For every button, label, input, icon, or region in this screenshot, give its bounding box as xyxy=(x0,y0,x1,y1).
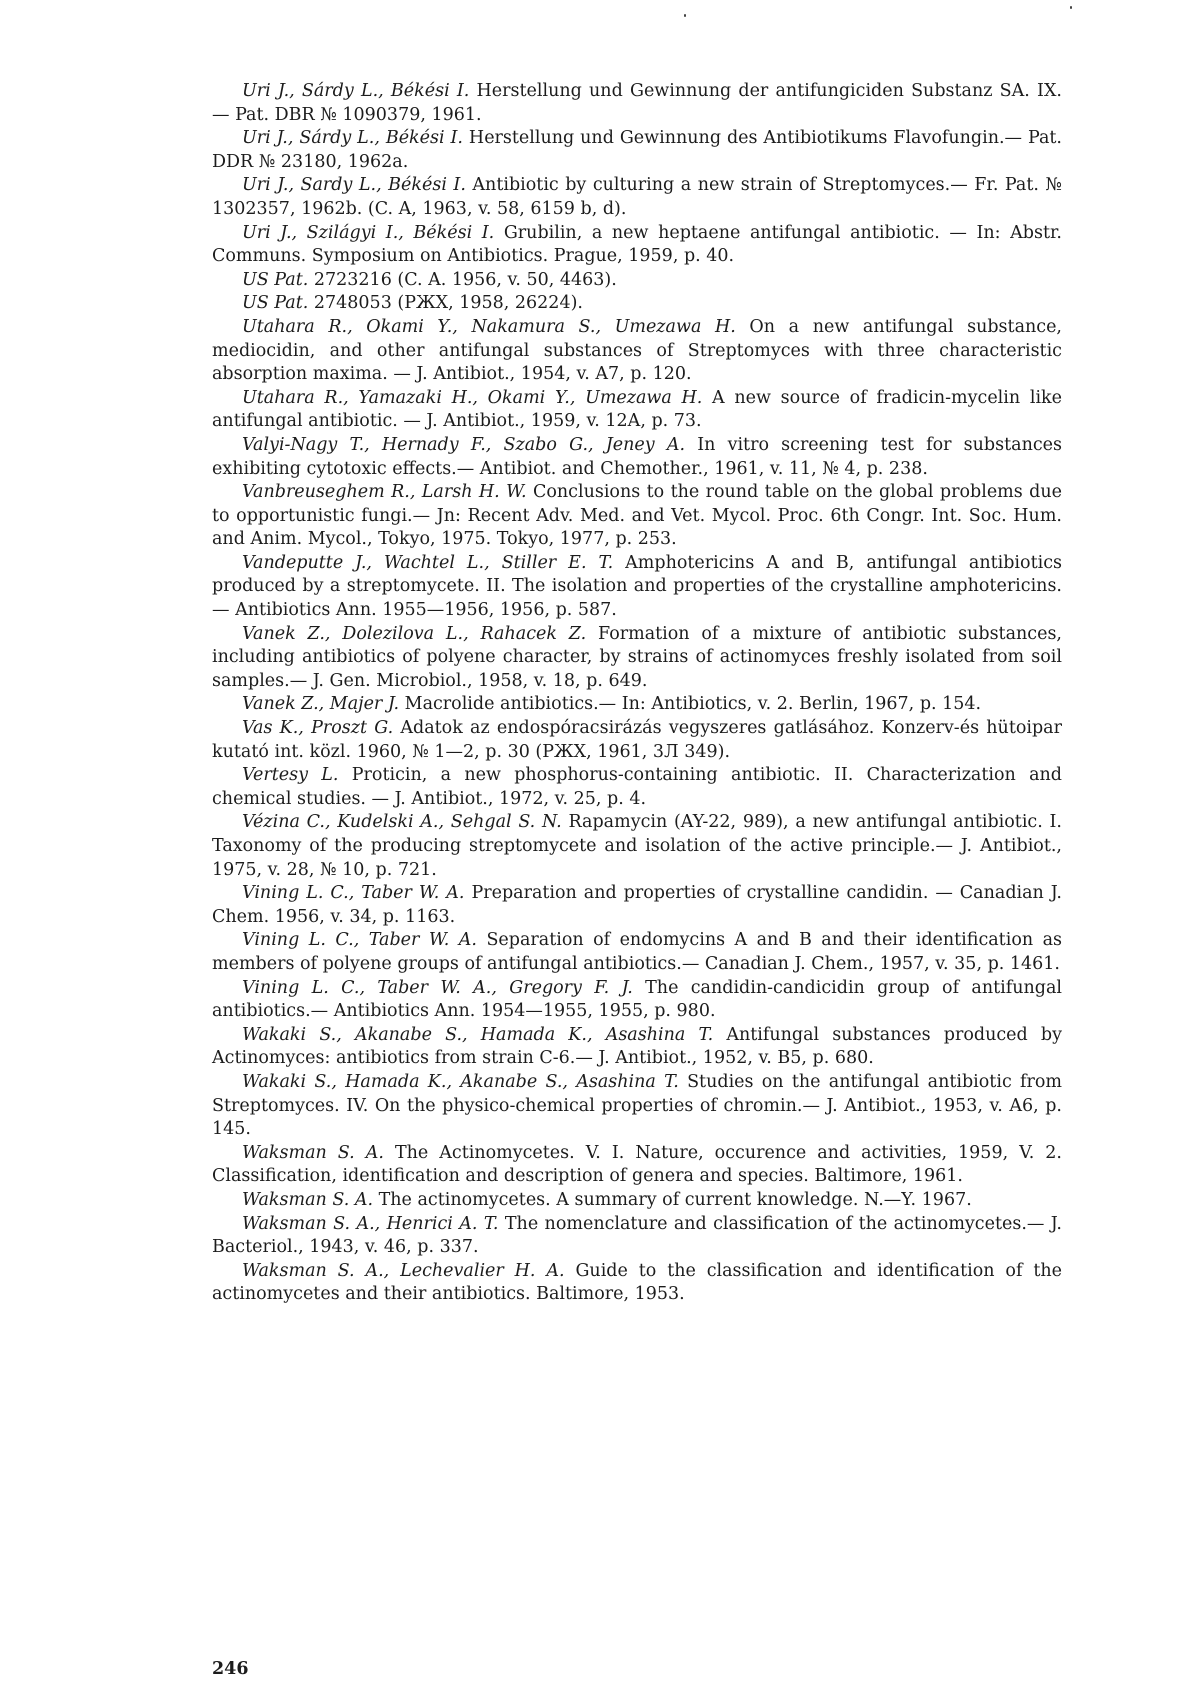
reference-entry xyxy=(212,387,1062,434)
reference-text: Preparation and properties of crystalline candidin. — Canadian J. Chem. 1956, v. 34, p. 1163. xyxy=(212,883,1062,927)
reference-entry xyxy=(212,316,1062,387)
reference-entry xyxy=(212,693,1062,717)
reference-entry xyxy=(212,1260,1062,1307)
reference-authors: Uri J., Szilágyi I., Békési I. xyxy=(242,222,495,243)
reference-entry xyxy=(212,1071,1062,1142)
reference-authors: Uri J., Sárdy L., Békési I. xyxy=(242,128,463,149)
reference-text: Macrolide antibiotics.— In: Antibiotics, v. 2. Berlin, 1967, p. 154. xyxy=(399,694,982,715)
reference-text: Herstellung und Gewinnung der antifungiciden Substanz SA. IX. — Pat. DBR № 1090379, 1961. xyxy=(212,81,1062,125)
reference-authors: US Pat. xyxy=(242,269,309,290)
reference-entry xyxy=(212,1142,1062,1189)
reference-text: The actinomycetes. A summary of current knowledge. N.—Y. 1967. xyxy=(373,1189,972,1210)
reference-text: Guide to the classification and identification of the actinomycetes and their antibiotics. Baltimore, 1953. xyxy=(212,1260,1062,1305)
reference-text: The nomenclature and classification of the actinomycetes.— J. Bacteriol., 1943, v. 46, p. 337. xyxy=(212,1213,1062,1258)
reference-entry xyxy=(212,292,1062,316)
reference-authors: Utahara R., Okami Y., Nakamura S., Umezawa H. xyxy=(242,316,736,337)
reference-authors: Utahara R., Yamazaki H., Okami Y., Umezawa H. xyxy=(242,387,703,408)
reference-text: On a new antifungal substance, mediocidin, and other antifungal substances of Streptomyces with three characteristic absorption maxima. — J. Antibiot., 1954, v. A7, p. 120. xyxy=(212,316,1062,385)
reference-entry xyxy=(212,717,1062,764)
reference-authors: Waksman S. A., Henrici A. T. xyxy=(242,1213,499,1234)
reference-text: Amphotericins A and B, antifungal antibiotics produced by a streptomycete. II. The isolation and properties of the crystalline amphotericins.— Antibiotics Ann. 1955—1956, 1956, p. 587. xyxy=(212,552,1062,621)
reference-text: Studies on the antifungal antibiotic from Streptomyces. IV. On the physico-chemical properties of chromin.— J. Antibiot., 1953, v. A6, p. 145. xyxy=(212,1071,1062,1140)
reference-entry xyxy=(212,481,1062,552)
reference-authors: Vanek Z., Majer J. xyxy=(242,694,400,715)
reference-authors: Vas K., Proszt G. xyxy=(242,718,394,739)
reference-authors: Waksman S. A., Lechevalier H. A. xyxy=(242,1260,565,1281)
reference-authors: Vertesy L. xyxy=(242,765,339,786)
reference-authors: Vanbreuseghem R., Larsh H. W. xyxy=(242,482,527,503)
reference-text: In vitro screening test for substances exhibiting cytotoxic effects.— Antibiot. and Chemother., 1961, v. 11, № 4, p. 238. xyxy=(212,434,1062,479)
reference-entry xyxy=(212,882,1062,929)
reference-entry xyxy=(212,174,1062,221)
reference-text: Formation of a mixture of antibiotic substances, including antibiotics of polyene character, by strains of actinomyces freshly isolated from soil samples.— J. Gen. Microbiol., 1958, v. 18, p. 649. xyxy=(212,623,1062,691)
reference-text: Conclusions to the round table on the global problems due to opportunistic fungi.— Jn: Recent Adv. Med. and Vet. Mycol. Proc. 6th Congr. Int. Soc. Hum. and Anim. Mycol., Tokyo, 1975. Tokyo, 1977, p. 253. xyxy=(212,482,1062,550)
reference-authors: US Pat. xyxy=(242,293,309,314)
reference-text: Antifungal substances produced by Actinomyces: antibiotics from strain C-6.— J. Antibiot., 1952, v. B5, p. 680. xyxy=(212,1024,1062,1069)
reference-entry xyxy=(212,929,1062,976)
reference-authors: Vining L. C., Taber W. A., Gregory F. J. xyxy=(242,977,633,998)
reference-text: Herstellung und Gewinnung des Antibiotikums Flavofungin.— Pat. DDR № 23180, 1962a. xyxy=(212,128,1062,172)
reference-entry xyxy=(212,269,1062,293)
reference-authors: Vining L. C., Taber W. A. xyxy=(242,930,477,951)
reference-entry xyxy=(212,127,1062,174)
reference-entry xyxy=(212,764,1062,811)
reference-entry xyxy=(212,811,1062,882)
reference-authors: Uri J., Sárdy L., Békési I. xyxy=(242,81,470,101)
reference-authors: Wakaki S., Akanabe S., Hamada K., Asashina T. xyxy=(242,1024,714,1045)
reference-authors: Wakaki S., Hamada K., Akanabe S., Asashina T. xyxy=(242,1071,679,1092)
reference-text: 2723216 (C. A. 1956, v. 50, 4463). xyxy=(308,269,617,290)
reference-entry xyxy=(212,1024,1062,1071)
reference-text: Grubilin, a new heptaene antifungal antibiotic. — In: Abstr. Communs. Symposium on Antibiotics. Prague, 1959, p. 40. xyxy=(212,222,1062,267)
reference-entry xyxy=(212,80,1062,127)
reference-authors: Vining L. C., Taber W. A. xyxy=(242,883,465,904)
reference-authors: Vézina C., Kudelski A., Sehgal S. N. xyxy=(242,812,562,833)
page-number: 246 xyxy=(212,1659,249,1679)
bibliography-list xyxy=(212,80,1062,1307)
reference-text: Proticin, a new phosphorus-containing antibiotic. II. Characterization and chemical studies. — J. Antibiot., 1972, v. 25, p. 4. xyxy=(212,765,1062,809)
reference-text: Adatok az endospóracsirázás vegyszeres gatlásához. Konzerv-és hütoipar kutató int. közl. 1960, № 1—2, p. 30 (РЖХ, 1961, 3Л 349). xyxy=(212,718,1062,762)
reference-text: The candidin-candicidin group of antifungal antibiotics.— Antibiotics Ann. 1954—1955, 1955, p. 980. xyxy=(212,977,1062,1022)
reference-authors: Vanek Z., Dolezilova L., Rahacek Z. xyxy=(242,623,587,644)
reference-authors: Uri J., Sardy L., Békési I. xyxy=(242,175,466,196)
reference-authors: Valyi-Nagy T., Hernady F., Szabo G., Jeney A. xyxy=(242,434,686,455)
reference-entry xyxy=(212,1189,1062,1213)
reference-authors: Waksman S. A. xyxy=(242,1189,374,1210)
reference-text: 2748053 (РЖХ, 1958, 26224). xyxy=(308,293,583,314)
scan-speck xyxy=(684,14,686,17)
reference-text: A new source of fradicin-mycelin like antifungal antibiotic. — J. Antibiot., 1959, v. 12A, p. 73. xyxy=(212,387,1062,432)
reference-authors: Vandeputte J., Wachtel L., Stiller E. T. xyxy=(242,552,614,573)
reference-entry xyxy=(212,222,1062,269)
reference-text: Rapamycin (AY-22, 989), a new antifungal antibiotic. I. Taxonomy of the producing streptomycete and isolation of the active principle.— J. Antibiot., 1975, v. 28, № 10, p. 721. xyxy=(212,812,1062,880)
reference-text: The Actinomycetes. V. I. Nature, occurence and activities, 1959, V. 2. Classification, identification and description of genera and species. Baltimore, 1961. xyxy=(212,1142,1062,1187)
reference-entry xyxy=(212,434,1062,481)
reference-text: Separation of endomycins A and B and their identification as members of polyene groups of antifungal antibiotics.— Canadian J. Chem., 1957, v. 35, p. 1461. xyxy=(212,930,1062,974)
reference-entry xyxy=(212,552,1062,623)
reference-entry xyxy=(212,623,1062,694)
reference-entry xyxy=(212,1213,1062,1260)
reference-entry xyxy=(212,977,1062,1024)
reference-authors: Waksman S. A. xyxy=(242,1142,384,1163)
reference-text: Antibiotic by culturing a new strain of Streptomyces.— Fr. Pat. № 1302357, 1962b. (C. A, 1963, v. 58, 6159 b, d). xyxy=(212,175,1062,219)
scan-speck xyxy=(1070,6,1072,9)
